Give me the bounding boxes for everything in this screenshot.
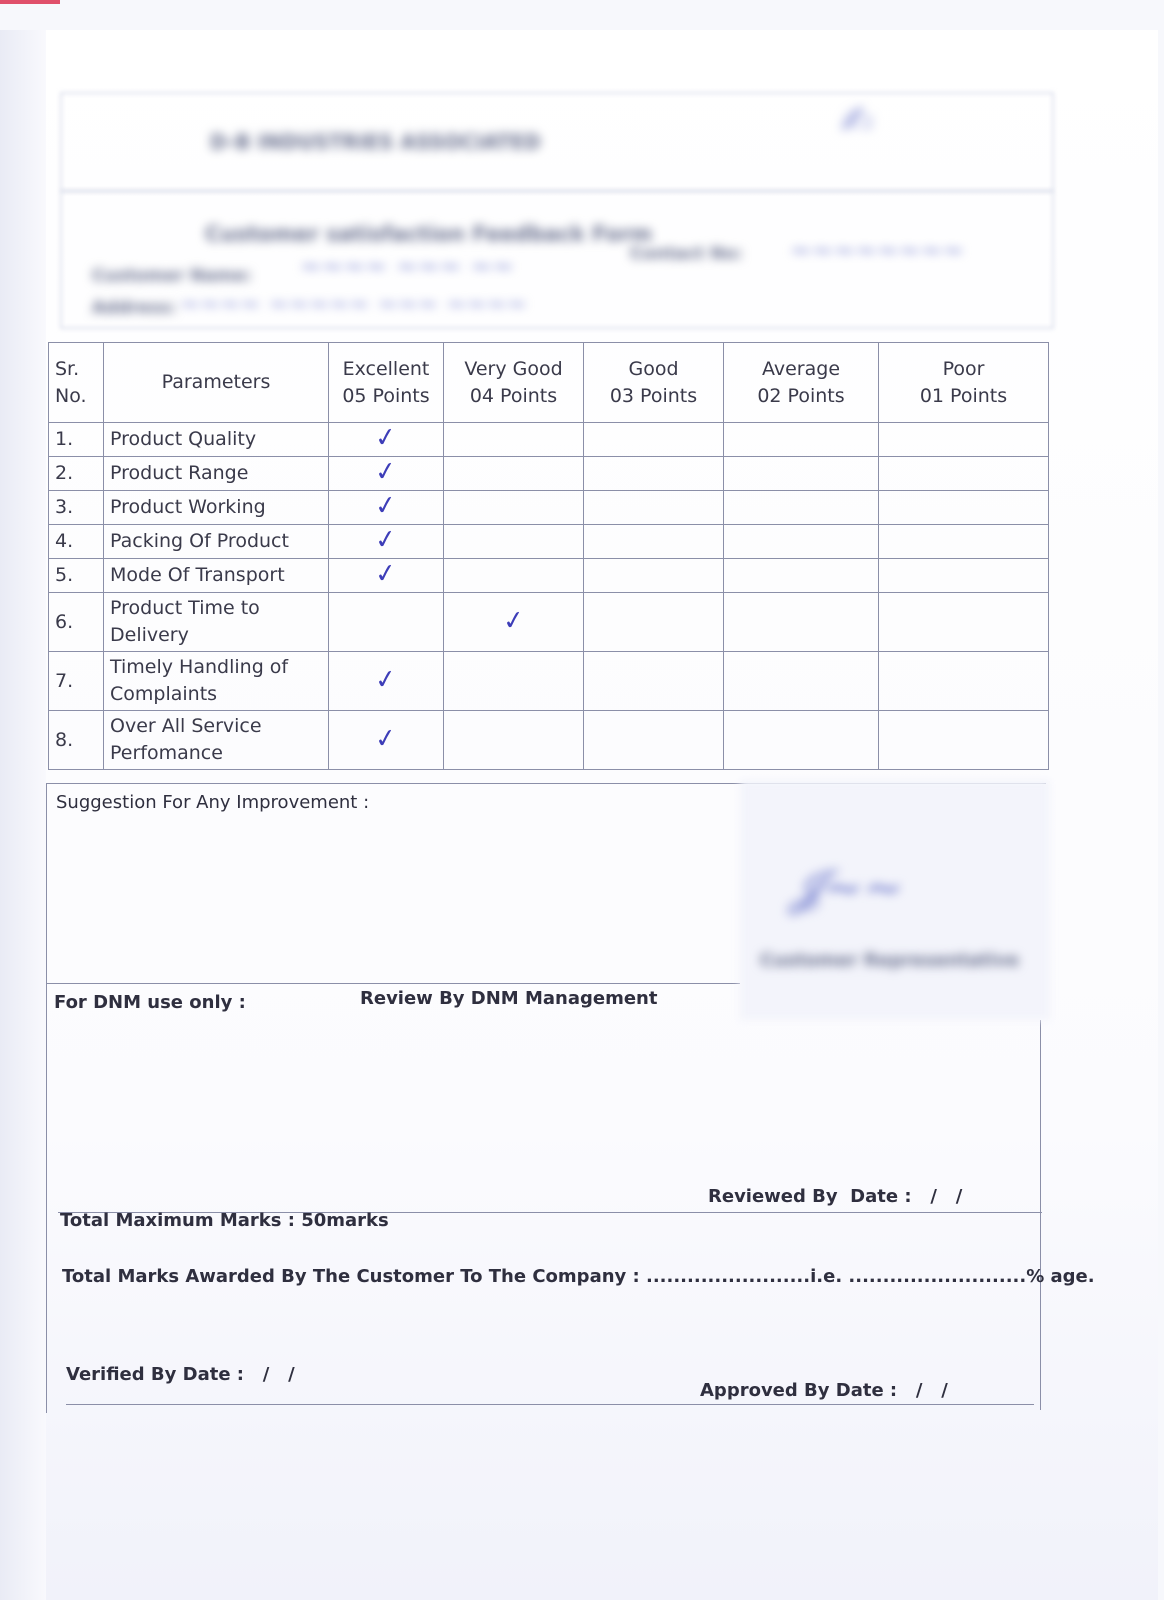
verified-by-date: Verified By Date : / / [66,1364,295,1385]
rating-cell-excellent [329,652,444,711]
rating-cell-good [584,559,724,593]
row-sr-number: 1. [49,423,104,457]
review-label: Review By DNM Management [360,988,658,1009]
checkmark-icon: ✓ [373,722,399,755]
checkmark-icon: ✓ [373,663,399,696]
rating-cell-very-good [444,423,584,457]
header-very-good: Very Good 04 Points [444,343,584,423]
rating-cell-average [724,652,879,711]
rating-cell-average [724,525,879,559]
header-parameters: Parameters [104,343,329,423]
rating-cell-very-good [444,525,584,559]
rating-cell-average [724,711,879,770]
total-max-marks: Total Maximum Marks : 50marks [60,1210,389,1231]
rating-cell-excellent [329,593,444,652]
rating-cell-very-good [444,457,584,491]
customer-signature-blurred: 𝒥~~ [790,860,904,916]
divider-line [66,1404,1034,1405]
approved-by-date: Approved By Date : / / [700,1380,948,1401]
address-label-blurred: Address: [92,298,177,318]
row-parameter: Timely Handling of Complaints [104,652,329,711]
row-sr-number: 8. [49,711,104,770]
handwritten-contact-blurred: ~~~~~~~~ [790,236,965,266]
rating-cell-very-good [444,652,584,711]
table-row [49,652,1049,711]
rating-cell-very-good [444,491,584,525]
rating-cell-excellent [329,491,444,525]
rating-cell-good [584,593,724,652]
handwritten-customer-blurred: ~~~~ ~~~ ~~ [300,252,515,282]
checkmark-icon: ✓ [373,455,399,489]
rating-cell-excellent [329,457,444,491]
rating-cell-average [724,593,879,652]
rating-cell-poor [879,593,1049,652]
rating-cell-excellent [329,559,444,593]
row-parameter: Product Working [104,491,329,525]
right-border [1040,1020,1041,1410]
stamp-text-blurred: Customer Representative [760,950,1020,971]
divider-line [46,983,740,984]
rating-table [48,342,1049,770]
header-average: Average 02 Points [724,343,879,423]
rating-cell-poor [879,457,1049,491]
rating-cell-poor [879,559,1049,593]
row-sr-number: 5. [49,559,104,593]
rating-cell-poor [879,423,1049,457]
rating-cell-average [724,559,879,593]
header-good: Good 03 Points [584,343,724,423]
header-sr: Sr. No. [49,343,104,423]
row-sr-number: 7. [49,652,104,711]
dnm-use-label: For DNM use only : [54,992,246,1013]
rating-cell-average [724,423,879,457]
page-edge-shadow [0,30,46,1600]
rating-cell-excellent [329,423,444,457]
form-title-blurred: Customer satisfaction Feedback Form [205,222,653,246]
checkmark-icon: ✓ [373,421,399,455]
table-row [49,593,1049,652]
suggestion-label: Suggestion For Any Improvement : [56,792,370,813]
row-parameter: Product Time to Delivery [104,593,329,652]
rating-cell-poor [879,652,1049,711]
rating-cell-excellent [329,525,444,559]
header-excellent: Excellent 05 Points [329,343,444,423]
left-border [46,783,47,1413]
rating-cell-very-good [444,559,584,593]
row-parameter: Product Range [104,457,329,491]
rating-cell-poor [879,491,1049,525]
row-sr-number: 6. [49,593,104,652]
rating-cell-good [584,525,724,559]
table-row [49,457,1049,491]
table-row [49,525,1049,559]
total-marks-awarded: Total Marks Awarded By The Customer To The Company : ........................i.e. ..........................% age. [62,1266,1095,1287]
rating-cell-good [584,491,724,525]
customer-name-label-blurred: Customer Name: [92,266,252,286]
row-parameter: Mode Of Transport [104,559,329,593]
rating-cell-poor [879,711,1049,770]
table-row [49,711,1049,770]
rating-cell-good [584,711,724,770]
contact-label-blurred: Contact No: [630,244,743,264]
rating-cell-very-good [444,711,584,770]
checkmark-icon: ✓ [373,557,399,591]
header-poor: Poor 01 Points [879,343,1049,423]
rating-cell-good [584,423,724,457]
checkmark-icon: ✓ [373,523,399,557]
handwritten-address-blurred: ~~~~ ~~~~~ ~~~ ~~~~ [180,290,527,318]
checkmark-icon: ✓ [500,604,527,637]
table-row [49,491,1049,525]
row-sr-number: 4. [49,525,104,559]
rating-cell-very-good [444,593,584,652]
row-sr-number: 3. [49,491,104,525]
red-edge-mark [0,0,60,4]
rating-cell-excellent [329,711,444,770]
company-name-blurred: D-B INDUSTRIES ASSOCIATED [210,130,541,154]
table-row [49,559,1049,593]
row-parameter: Packing Of Product [104,525,329,559]
rating-cell-poor [879,525,1049,559]
rating-cell-average [724,491,879,525]
row-parameter: Product Quality [104,423,329,457]
table-row [49,423,1049,457]
rating-cell-good [584,652,724,711]
row-parameter: Over All Service Perfomance [104,711,329,770]
row-sr-number: 2. [49,457,104,491]
handwritten-date-blurred: ✍ [840,98,874,144]
reviewed-by-date: Reviewed By Date : / / [708,1186,963,1207]
checkmark-icon: ✓ [373,489,399,523]
rating-cell-average [724,457,879,491]
rating-cell-good [584,457,724,491]
